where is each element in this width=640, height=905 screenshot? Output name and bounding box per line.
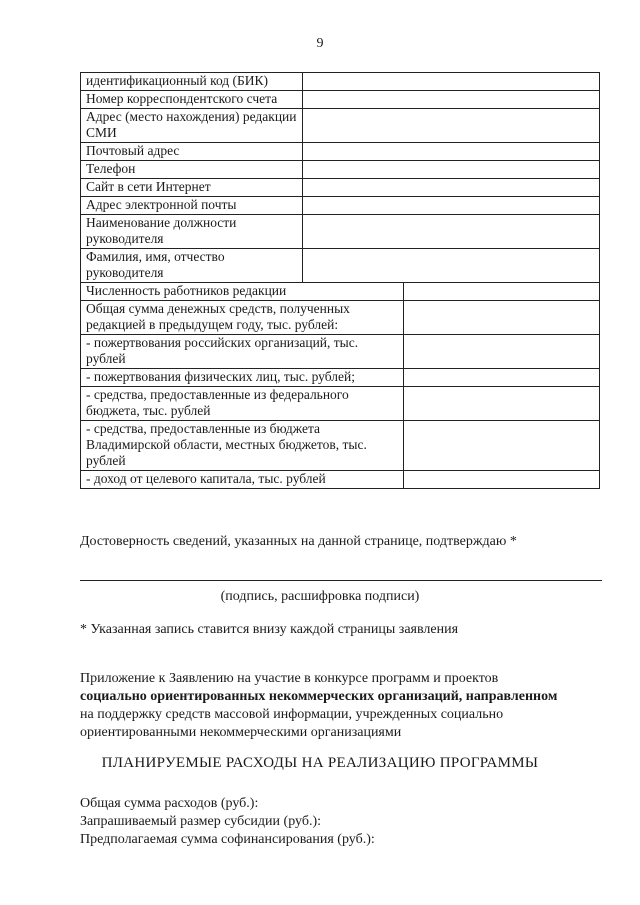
row-label: Номер корреспондентского счета [81, 91, 303, 109]
row-label: - доход от целевого капитала, тыс. рублей [81, 471, 404, 489]
appendix-line-1: Приложение к Заявлению на участие в конкурсе программ и проектов [80, 671, 499, 686]
row-value-field[interactable] [404, 471, 600, 489]
table-row [81, 471, 600, 489]
row-label: - пожертвования российских организаций, тыс. рублей [81, 335, 404, 369]
table-row [81, 335, 600, 369]
row-value-field[interactable] [404, 283, 600, 301]
row-label: Адрес электронной почты [81, 197, 303, 215]
table-row [81, 301, 600, 335]
total-expenses-label: Общая сумма расходов (руб.): [80, 796, 259, 811]
row-label: Адрес (место нахождения) редакции СМИ [81, 109, 303, 143]
table-row [81, 143, 600, 161]
table-row [81, 161, 600, 179]
row-value-field[interactable] [404, 421, 600, 471]
row-value-field[interactable] [303, 179, 600, 197]
row-value-field[interactable] [404, 369, 600, 387]
row-value-field[interactable] [303, 215, 600, 249]
appendix-line-2: социально ориентированных некоммерческих организаций, направленном [80, 689, 558, 704]
footnote-text: * Указанная запись ставится внизу каждой страницы заявления [80, 622, 459, 637]
row-value-field[interactable] [303, 143, 600, 161]
row-label: идентификационный код (БИК) [81, 73, 303, 91]
section-heading: ПЛАНИРУЕМЫЕ РАСХОДЫ НА РЕАЛИЗАЦИЮ ПРОГРАММЫ [101, 755, 539, 771]
signature-line[interactable] [80, 580, 602, 581]
row-value-field[interactable] [303, 161, 600, 179]
row-label: Почтовый адрес [81, 143, 303, 161]
table-row [81, 283, 600, 301]
table-row [81, 215, 600, 249]
row-label: - средства, предоставленные из федерального бюджета, тыс. рублей [81, 387, 404, 421]
row-value-field[interactable] [303, 91, 600, 109]
row-value-field[interactable] [303, 249, 600, 283]
row-value-field[interactable] [303, 197, 600, 215]
row-value-field[interactable] [404, 301, 600, 335]
row-value-field[interactable] [404, 335, 600, 369]
table-row [81, 109, 600, 143]
row-label: - пожертвования физических лиц, тыс. рублей; [81, 369, 404, 387]
row-value-field[interactable] [303, 109, 600, 143]
requested-subsidy-label: Запрашиваемый размер субсидии (руб.): [80, 814, 322, 829]
table-row [81, 421, 600, 471]
row-label: Фамилия, имя, отчество руководителя [81, 249, 303, 283]
row-label: Общая сумма денежных средств, полученных редакцией в предыдущем году, тыс. рублей: [81, 301, 404, 335]
row-label: Сайт в сети Интернет [81, 179, 303, 197]
row-value-field[interactable] [303, 73, 600, 91]
row-label: Наименование должности руководителя [81, 215, 303, 249]
row-label: - средства, предоставленные из бюджета Владимирской области, местных бюджетов, тыс. рублей [81, 421, 404, 471]
page-number: 9 [316, 36, 324, 51]
confirmation-text: Достоверность сведений, указанных на данной странице, подтверждаю * [80, 534, 517, 549]
appendix-line-3: на поддержку средств массовой информации, учрежденных социально [80, 707, 504, 722]
signature-caption: (подпись, расшифровка подписи) [220, 589, 420, 604]
table-row [81, 179, 600, 197]
table-row [81, 197, 600, 215]
row-label: Численность работников редакции [81, 283, 404, 301]
media-info-table [80, 72, 600, 489]
row-label: Телефон [81, 161, 303, 179]
table-row [81, 369, 600, 387]
table-row [81, 387, 600, 421]
table-row [81, 73, 600, 91]
appendix-line-4: ориентированными некоммерческими организациями [80, 725, 402, 740]
table-row [81, 249, 600, 283]
cofinancing-label: Предполагаемая сумма софинансирования (руб.): [80, 832, 375, 847]
table-row [81, 91, 600, 109]
row-value-field[interactable] [404, 387, 600, 421]
